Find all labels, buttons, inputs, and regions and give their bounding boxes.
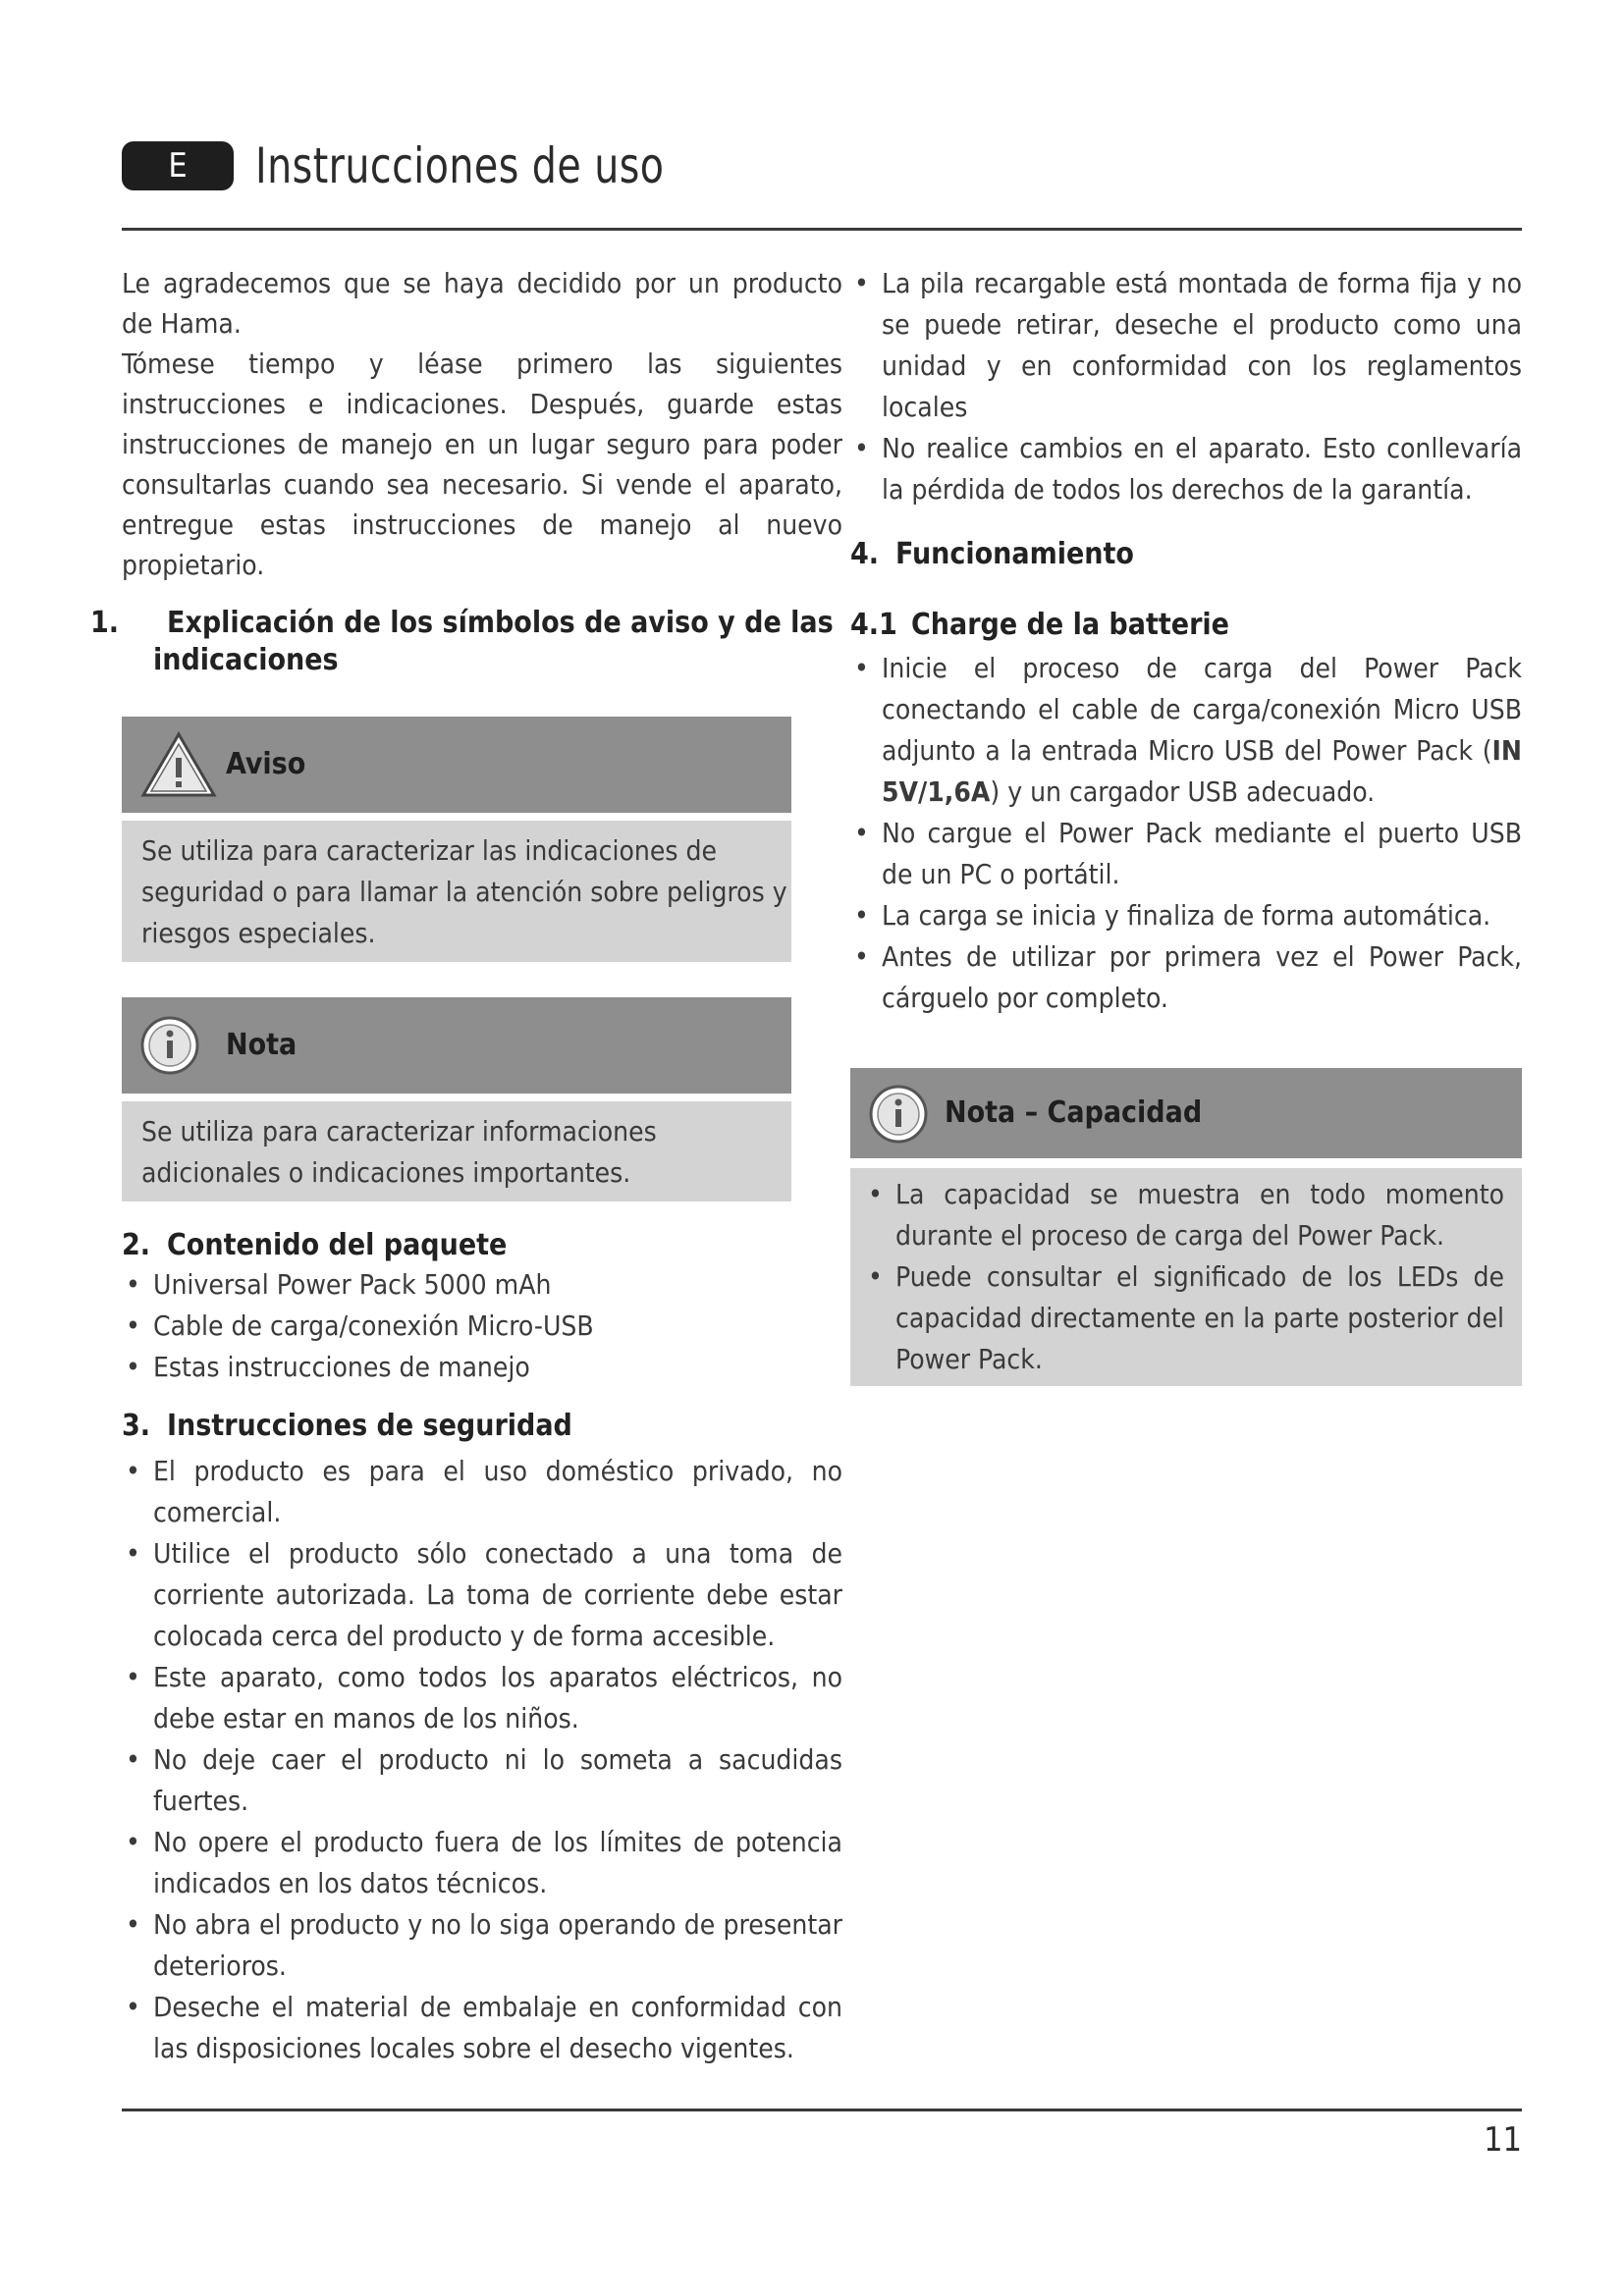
list-item: • No deje caer el producto ni lo someta a sacudidas fuertes. bbox=[122, 1739, 842, 1822]
capacity-box-label: Nota – Capacidad bbox=[945, 1095, 1203, 1130]
left-column bbox=[90, 263, 842, 2069]
list-item: • Utilice el producto sólo conectado a una toma de corriente autorizada. La toma de corriente debe estar colocada cerca del producto y de forma accesible. bbox=[122, 1533, 842, 1657]
page-title: Instrucciones de uso bbox=[255, 137, 665, 194]
list-item: • No cargue el Power Pack mediante el puerto USB de un PC o portátil. bbox=[850, 813, 1522, 895]
list-item: • Cable de carga/conexión Micro-USB bbox=[122, 1306, 842, 1347]
safety-list-continued bbox=[850, 263, 1522, 510]
safety-list bbox=[122, 1451, 842, 2069]
list-item: • El producto es para el uso doméstico privado, no comercial. bbox=[122, 1451, 842, 1533]
section-4-heading bbox=[850, 536, 1522, 573]
warning-box-header bbox=[122, 717, 791, 813]
list-item: • Este aparato, como todos los aparatos eléctricos, no debe estar en manos de los niños. bbox=[122, 1657, 842, 1739]
section-2-title: Contenido del paquete bbox=[167, 1228, 508, 1262]
section-4-number: 4. bbox=[850, 537, 880, 571]
section-4-1-number: 4.1 bbox=[850, 608, 897, 642]
package-contents-list bbox=[122, 1264, 842, 1388]
list-item: • Estas instrucciones de manejo bbox=[122, 1347, 842, 1388]
section-4-1-heading bbox=[850, 607, 1522, 644]
warning-box-label: Aviso bbox=[226, 747, 306, 781]
list-item: • La carga se inicia y finaliza de forma automática. bbox=[850, 895, 1522, 936]
page-number: 11 bbox=[1484, 2120, 1522, 2160]
section-2-heading bbox=[122, 1227, 842, 1264]
section-1-heading bbox=[90, 605, 899, 679]
intro-paragraph-1: Le agradecemos que se haya decidido por un producto de Hama. bbox=[122, 267, 842, 340]
note-box bbox=[122, 997, 791, 1201]
list-item: • Universal Power Pack 5000 mAh bbox=[122, 1264, 842, 1306]
list-item bbox=[850, 648, 1522, 813]
note-box-header bbox=[122, 997, 791, 1094]
section-4-1-title: Charge de la batterie bbox=[911, 608, 1229, 642]
warning-box-text: Se utiliza para caracterizar las indicaciones de seguridad o para llamar la atención sobre peligros y riesgos especiales. bbox=[122, 821, 791, 962]
input-rating: IN 5V/1,6A bbox=[882, 734, 1522, 808]
list-item: • La capacidad se muestra en todo momento durante el proceso de carga del Power Pack. bbox=[864, 1174, 1504, 1256]
capacity-list bbox=[864, 1174, 1504, 1380]
note-box-text: Se utiliza para caracterizar informaciones adicionales o indicaciones importantes. bbox=[122, 1101, 791, 1201]
capacity-box-body bbox=[850, 1168, 1522, 1386]
section-3-title: Instrucciones de seguridad bbox=[167, 1409, 572, 1443]
charging-step-text-end: ) y un cargador USB adecuado. bbox=[990, 775, 1376, 808]
info-circle-icon bbox=[868, 1084, 929, 1148]
section-1-number: 1. bbox=[90, 606, 120, 640]
list-item: • No opere el producto fuera de los límites de potencia indicados en los datos técnicos. bbox=[122, 1822, 842, 1904]
list-item: • Puede consultar el significado de los LEDs de capacidad directamente en la parte posterior del Power Pack. bbox=[864, 1256, 1504, 1380]
list-item: • Antes de utilizar por primera vez el Power Pack, cárguelo por completo. bbox=[850, 936, 1522, 1019]
footer-rule bbox=[122, 2109, 1522, 2111]
section-4-title: Funcionamiento bbox=[895, 537, 1134, 571]
note-box-label: Nota bbox=[226, 1028, 298, 1062]
list-item: • Deseche el material de embalaje en conformidad con las disposiciones locales sobre el desecho vigentes. bbox=[122, 1987, 842, 2069]
list-item: • No abra el producto y no lo siga operando de presentar deterioros. bbox=[122, 1904, 842, 1987]
warning-box bbox=[122, 717, 791, 962]
header-rule bbox=[122, 228, 1522, 231]
section-3-number: 3. bbox=[122, 1409, 151, 1443]
capacity-note-box bbox=[850, 1068, 1522, 1386]
language-badge: E bbox=[122, 141, 234, 190]
charging-list bbox=[850, 648, 1522, 1019]
capacity-box-header bbox=[850, 1068, 1522, 1158]
section-1-title: Explicación de los símbolos de aviso y de las indicaciones bbox=[153, 606, 834, 677]
charging-step-text: Inicie el proceso de carga del Power Pack conectando el cable de carga/conexión Micro USB adjunto a la entrada Micro USB del Power Pack ( bbox=[882, 652, 1522, 767]
info-circle-icon bbox=[139, 1015, 200, 1080]
right-column bbox=[850, 263, 1522, 1386]
intro-paragraph-2: Tómese tiempo y léase primero las siguientes instrucciones e indicaciones. Después, guarde estas instrucciones de manejo en un lugar seguro para poder consultarlas cuando sea necesario. Si vende el aparato, entregue estas instrucciones de manejo al nuevo propietario. bbox=[122, 347, 842, 581]
warning-triangle-icon bbox=[139, 730, 218, 803]
section-3-heading bbox=[122, 1408, 842, 1445]
list-item: • No realice cambios en el aparato. Esto conllevaría la pérdida de todos los derechos de la garantía. bbox=[850, 428, 1522, 510]
section-2-number: 2. bbox=[122, 1228, 151, 1262]
list-item: • La pila recargable está montada de forma fija y no se puede retirar, deseche el producto como una unidad y en conformidad con los reglamentos locales bbox=[850, 263, 1522, 428]
